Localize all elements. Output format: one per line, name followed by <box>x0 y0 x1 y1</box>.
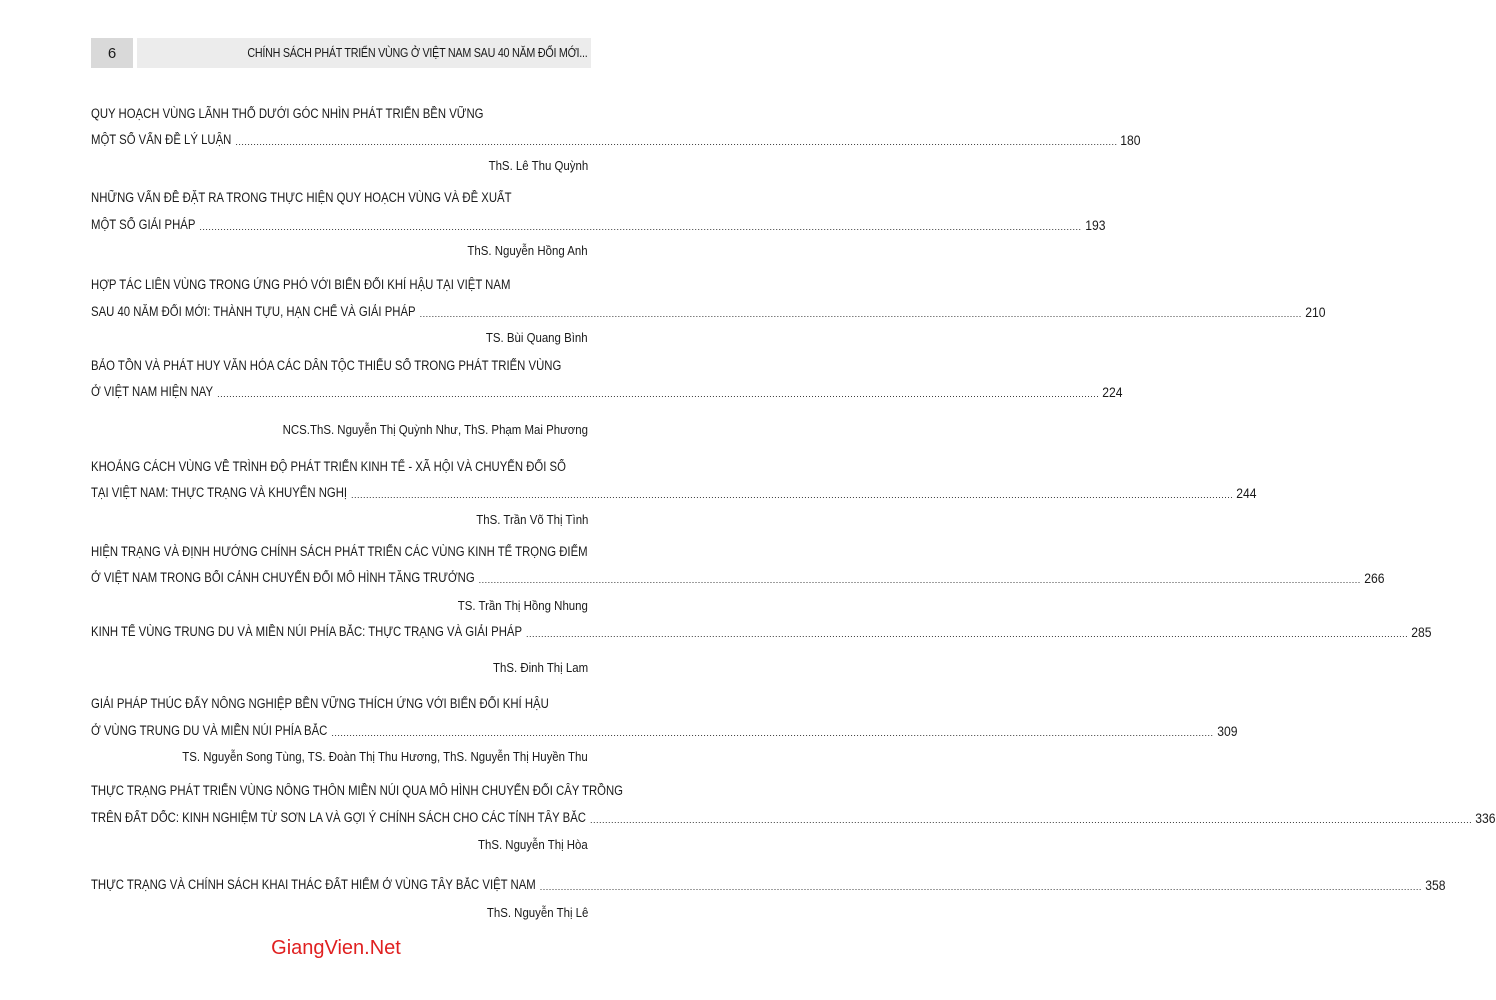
toc-author-text: ThS. Lê Thu Quỳnh <box>488 158 588 173</box>
toc-title-text: QUY HOẠCH VÙNG LÃNH THỔ DƯỚI GÓC NHÌN PHÁT TRIỂN BỀN VỮNG <box>91 106 484 121</box>
toc-title-text: Ở VIỆT NAM HIỆN NAY <box>91 384 214 399</box>
toc-title-text: THỰC TRẠNG PHÁT TRIỂN VÙNG NÔNG THÔN MIỀN NÚI QUA MÔ HÌNH CHUYỂN ĐỔI CÂY TRỒNG <box>91 783 624 798</box>
toc-author-text: TS. Trần Thị Hồng Nhung <box>457 598 588 613</box>
toc-leader <box>331 721 1238 741</box>
toc-title-text: HIỆN TRẠNG VÀ ĐỊNH HƯỚNG CHÍNH SÁCH PHÁT TRIỂN CÁC VÙNG KINH TẾ TRỌNG ĐIỂM <box>91 544 588 559</box>
toc-author <box>473 903 588 923</box>
toc-title-text: KINH TẾ VÙNG TRUNG DU VÀ MIỀN NÚI PHÍA BẮC: THỰC TRẠNG VÀ GIẢI PHÁP <box>91 624 523 639</box>
toc-author <box>451 241 588 261</box>
toc-leader <box>590 808 1496 828</box>
toc-title-line <box>91 188 592 208</box>
toc-title-text: MỘT SỐ VẤN ĐỀ LÝ LUẬN <box>91 132 232 147</box>
toc-title-text: TRÊN ĐẤT DỐC: KINH NGHIỆM TỪ SƠN LA VÀ GỢI Ý CHÍNH SÁCH CHO CÁC TỈNH TÂY BẮC <box>91 810 586 825</box>
toc-title-line <box>91 104 558 124</box>
running-title: CHÍNH SÁCH PHÁT TRIỂN VÙNG Ở VIỆT NAM SAU 40 NĂM ĐỔI MỚI... <box>246 46 587 60</box>
toc-leader <box>479 568 1385 588</box>
toc-title-line <box>91 356 651 376</box>
toc-title-text: GIẢI PHÁP THÚC ĐẨY NÔNG NGHIỆP BỀN VỮNG THÍCH ỨNG VỚI BIẾN ĐỔI KHÍ HẬU <box>91 696 549 711</box>
toc-author-text: ThS. Nguyễn Thị Lê <box>486 905 588 920</box>
toc-author <box>463 835 588 855</box>
leader-dots <box>590 808 1472 830</box>
toc-leader <box>540 875 1446 895</box>
toc-page-number: 180 <box>1120 133 1141 148</box>
leader-dots <box>479 568 1361 590</box>
toc-page-number: 224 <box>1102 385 1123 400</box>
toc-author <box>472 328 588 348</box>
toc-page-number: 193 <box>1084 218 1106 233</box>
toc-title-text: HỢP TÁC LIÊN VÙNG TRONG ỨNG PHÓ VỚI BIẾN ĐỔI KHÍ HẬU TẠI VIỆT NAM <box>91 277 511 292</box>
toc-title-text: NHỮNG VẤN ĐỀ ĐẶT RA TRONG THỰC HIỆN QUY HOẠCH VÙNG VÀ ĐỀ XUẤT <box>91 190 512 205</box>
toc-title-text: Ở VÙNG TRUNG DU VÀ MIỀN NÚI PHÍA BẮC <box>91 723 328 738</box>
toc-title-text: MỘT SỐ GIẢI PHÁP <box>91 217 196 232</box>
toc-author-text: ThS. Nguyễn Hồng Anh <box>467 243 588 258</box>
running-header <box>91 38 591 68</box>
toc-title-line <box>91 542 682 562</box>
toc-page-number: 285 <box>1411 625 1432 640</box>
toc-page-number: 266 <box>1364 571 1385 586</box>
toc-author-text: ThS. Trần Võ Thị Tình <box>475 512 588 527</box>
toc-author-text: NCS.ThS. Nguyễn Thị Quỳnh Như, ThS. Phạm Mai Phương <box>282 422 588 437</box>
toc-page-number: 309 <box>1216 724 1238 739</box>
toc-author-text: TS. Nguyễn Song Tùng, TS. Đoàn Thị Thu Hương, ThS. Nguyễn Thị Huyền Thu <box>182 749 588 764</box>
toc-title-line <box>91 215 215 235</box>
toc-leader <box>235 130 1141 150</box>
leader-dots <box>199 215 1081 237</box>
toc-leader <box>526 622 1432 642</box>
toc-leader <box>351 483 1257 503</box>
leader-dots <box>540 875 1422 897</box>
leader-dots <box>331 721 1213 743</box>
toc-leader <box>420 302 1326 322</box>
leader-dots <box>351 483 1233 505</box>
watermark: GiangVien.Net <box>271 937 401 959</box>
toc-page-number: 358 <box>1425 878 1446 893</box>
toc-author <box>127 747 588 767</box>
toc-author-text: ThS. Nguyễn Thị Hòa <box>478 837 588 852</box>
header-bar <box>137 38 591 68</box>
toc-leader <box>217 382 1123 402</box>
toc-title-text: Ở VIỆT NAM TRONG BỐI CẢNH CHUYỂN ĐỔI MÔ HÌNH TĂNG TRƯỞNG <box>91 570 475 585</box>
leader-dots <box>420 302 1302 324</box>
toc-author <box>461 510 588 530</box>
toc-author <box>475 156 588 176</box>
toc-title-text: KHOẢNG CÁCH VÙNG VỀ TRÌNH ĐỘ PHÁT TRIỂN KINH TẾ - XÃ HỘI VÀ CHUYỂN ĐỔI SỐ <box>91 459 566 474</box>
toc-title-line <box>91 382 236 402</box>
toc-title-line <box>91 781 724 801</box>
toc-page-number: 210 <box>1305 305 1326 320</box>
toc-title-line <box>91 275 590 295</box>
toc-title-text: THỰC TRẠNG VÀ CHÍNH SÁCH KHAI THÁC ĐẤT HIẾM Ở VÙNG TÂY BẮC VIỆT NAM <box>91 877 536 892</box>
toc-leader <box>199 215 1106 235</box>
toc-title-text: TẠI VIỆT NAM: THỰC TRẠNG VÀ KHUYẾN NGHỊ <box>91 485 348 500</box>
toc-author <box>480 658 588 678</box>
toc-author-text: ThS. Đinh Thị Lam <box>492 660 588 675</box>
leader-dots <box>526 622 1408 644</box>
toc-title-line <box>91 457 656 477</box>
toc-title-text: BẢO TỒN VÀ PHÁT HUY VĂN HÓA CÁC DÂN TỘC THIỂU SỐ TRONG PHÁT TRIỂN VÙNG <box>91 358 562 373</box>
leader-dots <box>217 382 1099 404</box>
toc-title-text: SAU 40 NĂM ĐỔI MỚI: THÀNH TỰU, HẠN CHẾ VÀ GIẢI PHÁP <box>91 304 416 319</box>
page-number: 6 <box>91 38 133 68</box>
toc-author-text: TS. Bùi Quang Bình <box>486 330 588 345</box>
toc-page-number: 336 <box>1475 811 1496 826</box>
toc-author <box>241 420 588 440</box>
toc-author <box>440 596 588 616</box>
toc-title-line <box>91 721 372 741</box>
leader-dots <box>235 130 1117 152</box>
toc-page-number: 244 <box>1236 486 1257 501</box>
toc-title-line <box>91 130 258 150</box>
toc-title-line <box>91 694 636 714</box>
